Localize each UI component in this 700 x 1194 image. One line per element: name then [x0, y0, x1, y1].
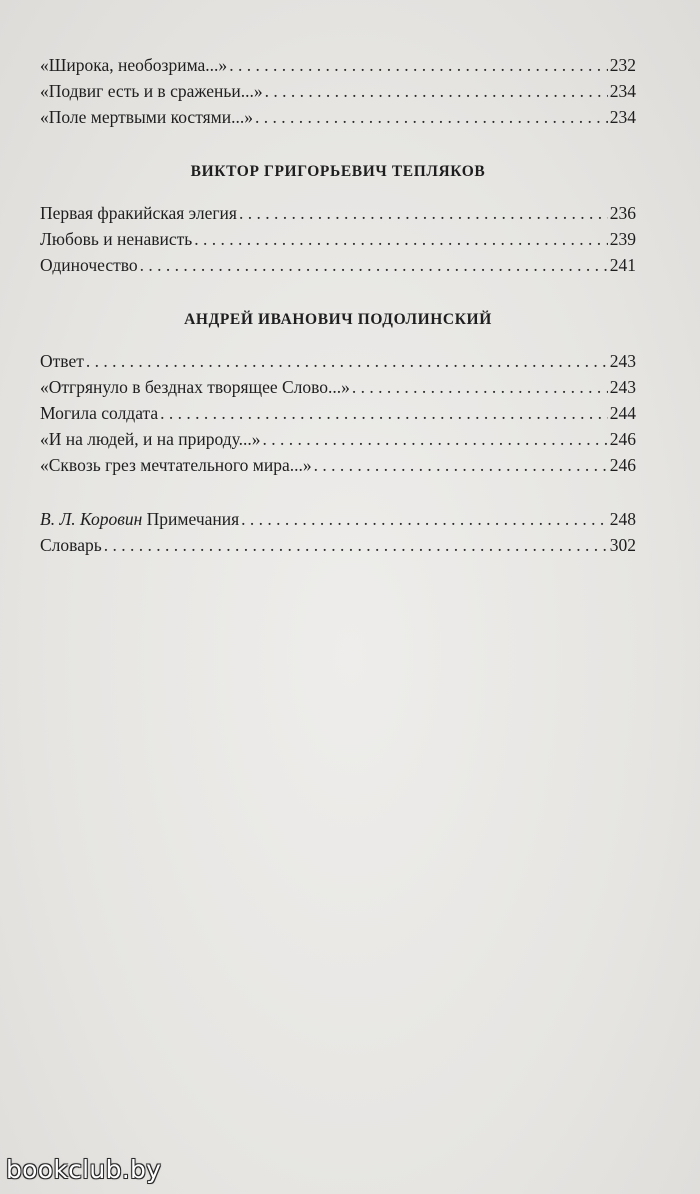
toc-entry-dictionary: [40, 532, 636, 558]
toc-entry: [40, 226, 636, 252]
toc-entry-page: 246: [609, 455, 636, 475]
toc-entry-title: Ответ: [40, 351, 84, 371]
toc-entry-page: 244: [609, 403, 636, 423]
dot-leader: [160, 400, 608, 426]
toc-entry-title: «Поле мертвыми костями...»: [40, 107, 253, 127]
toc-entry-title: Любовь и ненависть: [40, 229, 193, 249]
toc-entry-notes: [40, 506, 636, 532]
dot-leader: [229, 52, 608, 78]
dot-leader: [86, 348, 608, 374]
toc-entry: [40, 348, 636, 374]
site-watermark: bookclub.by: [6, 1155, 162, 1184]
toc-entry-title: Первая фракийская элегия: [40, 203, 237, 223]
toc-entry-page: 232: [609, 55, 636, 75]
toc-entry-page: 248: [609, 509, 636, 529]
toc-entry: [40, 52, 636, 78]
toc-entry-title: «Отгрянуло в безднах творящее Слово...»: [40, 377, 350, 397]
dot-leader: [194, 226, 608, 252]
dot-leader: [241, 506, 608, 532]
dot-leader: [104, 532, 608, 558]
toc-entry: [40, 426, 636, 452]
dot-leader: [352, 374, 608, 400]
toc-entry: [40, 452, 636, 478]
toc-entry: [40, 374, 636, 400]
toc-entry-page: 243: [609, 351, 636, 371]
toc-entry-title: «И на людей, и на природу...»: [40, 429, 261, 449]
author-heading-teplyakov: ВИКТОР ГРИГОРЬЕВИЧ ТЕПЛЯКОВ: [190, 163, 486, 180]
toc-entry: [40, 200, 636, 226]
toc-entry-page: 241: [609, 255, 636, 275]
dot-leader: [255, 104, 608, 130]
notes-title: Примечания: [146, 509, 240, 529]
toc-entry-page: 234: [609, 107, 636, 127]
toc-entry-page: 239: [609, 229, 636, 249]
toc-entry-title: «Широка, необозрима...»: [40, 55, 228, 75]
toc-entry: [40, 400, 636, 426]
dot-leader: [239, 200, 608, 226]
toc-entry: [40, 78, 636, 104]
toc-entry-page: 236: [609, 203, 636, 223]
toc-entry-title: Одиночество: [40, 255, 138, 275]
toc-entry-title: [40, 506, 239, 532]
toc-entry: [40, 252, 636, 278]
toc-entry-title: «Сквозь грез мечтательного мира...»: [40, 455, 312, 475]
toc-entry-title: «Подвиг есть и в сраженьи...»: [40, 81, 263, 101]
toc-entry-page: 243: [609, 377, 636, 397]
dot-leader: [140, 252, 608, 278]
dot-leader: [262, 426, 607, 452]
toc-entry: [40, 104, 636, 130]
author-heading-podolinsky: АНДРЕЙ ИВАНОВИЧ ПОДОЛИНСКИЙ: [184, 311, 492, 328]
toc-entry-page: 302: [609, 535, 636, 555]
toc-entry-title: Могила солдата: [40, 403, 159, 423]
dot-leader: [314, 452, 608, 478]
notes-author: В. Л. Коровин: [40, 509, 143, 529]
toc-entry-title: Словарь: [40, 535, 102, 555]
dot-leader: [265, 78, 608, 104]
table-of-contents: [40, 52, 636, 558]
toc-entry-page: 246: [609, 429, 636, 449]
toc-entry-page: 234: [609, 81, 636, 101]
